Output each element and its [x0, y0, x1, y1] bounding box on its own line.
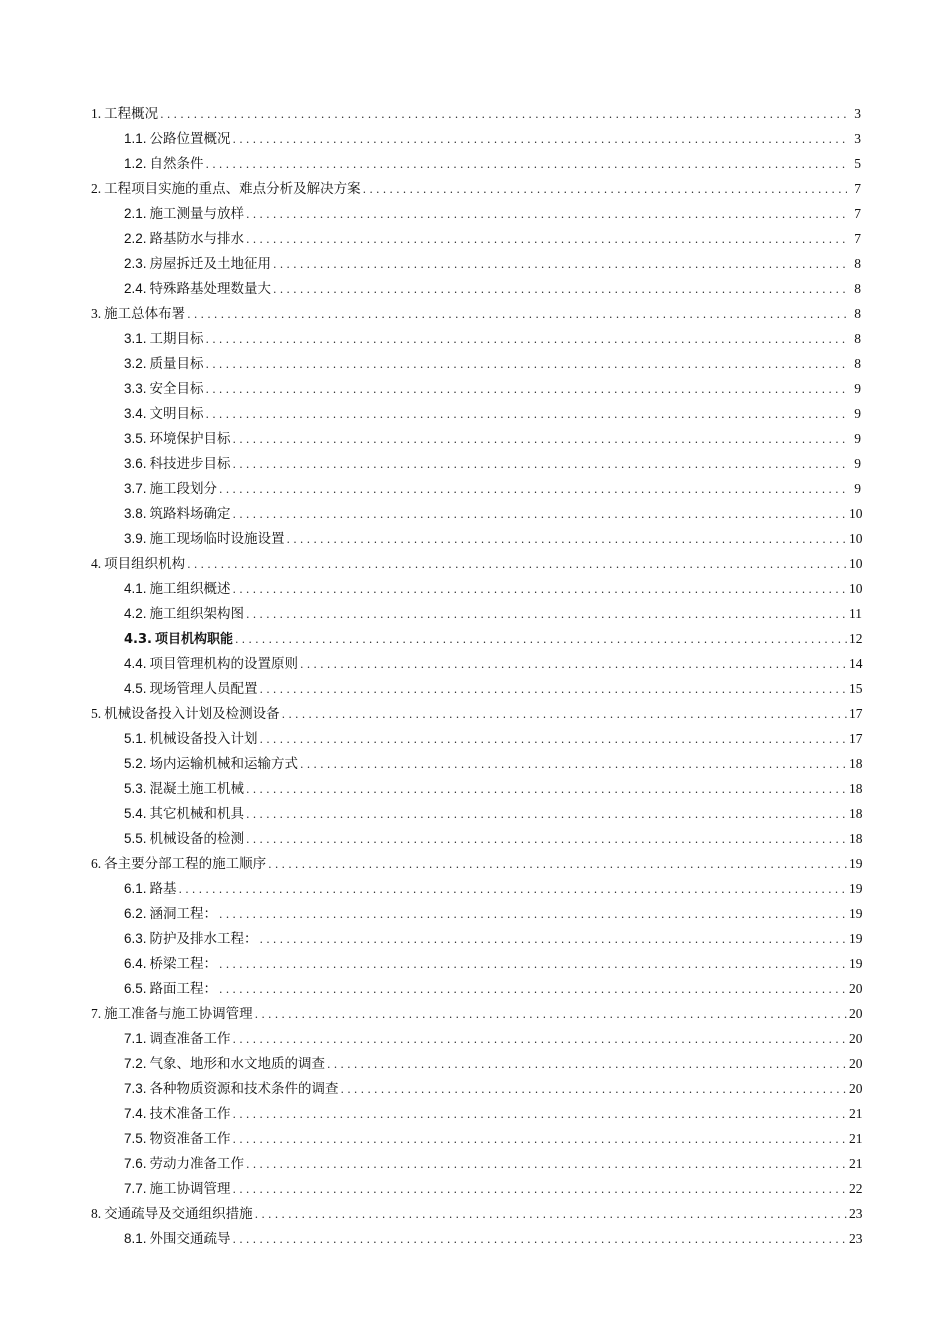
toc-entry-number: 4.1.	[124, 581, 147, 596]
toc-entry-title: 项目组织机构	[104, 556, 186, 572]
toc-entry-title: 桥梁工程：	[149, 956, 218, 972]
toc-entry-number: 7.2.	[124, 1056, 147, 1071]
toc-entry-title: 路基防水与排水	[149, 231, 245, 247]
toc-entry[interactable]	[91, 776, 861, 801]
toc-entry-page-number: 5	[854, 156, 861, 171]
dot-leader	[246, 1152, 847, 1177]
toc-entry-title: 机械设备投入计划及检测设备	[104, 706, 280, 722]
toc-entry[interactable]	[91, 176, 861, 201]
dot-leader	[233, 452, 847, 477]
toc-entry-page-number: 19	[849, 956, 863, 971]
toc-entry-title: 现场管理人员配置	[149, 681, 258, 697]
toc-entry-page-number: 18	[849, 781, 863, 796]
dot-leader	[246, 777, 847, 802]
toc-entry[interactable]	[91, 526, 861, 551]
toc-entry-title: 其它机械和机具	[149, 806, 245, 822]
toc-entry-number: 5.2.	[124, 756, 147, 771]
toc-entry-title: 物资准备工作	[149, 1131, 231, 1147]
dot-leader	[206, 377, 847, 402]
toc-entry[interactable]	[91, 201, 861, 226]
toc-entry-page-number: 14	[849, 656, 863, 671]
toc-entry[interactable]	[91, 101, 861, 126]
dot-leader	[260, 727, 847, 752]
toc-entry-title: 混凝土施工机械	[149, 781, 245, 797]
toc-entry-page-number: 7	[854, 231, 861, 246]
toc-entry[interactable]	[91, 951, 861, 976]
toc-entry[interactable]	[91, 626, 861, 651]
toc-entry-number: 7.4.	[124, 1106, 147, 1121]
dot-leader	[233, 1027, 847, 1052]
dot-leader	[233, 1102, 847, 1127]
toc-entry-number: 4.2.	[124, 606, 147, 621]
toc-entry-number: 3.7.	[124, 481, 147, 496]
toc-entry[interactable]	[91, 301, 861, 326]
toc-entry-page-number: 15	[849, 681, 863, 696]
toc-entry-page-number: 10	[849, 581, 863, 596]
dot-leader	[160, 102, 847, 127]
toc-entry-page-number: 21	[849, 1131, 863, 1146]
toc-entry-number: 3.1.	[124, 331, 147, 346]
toc-entry-page-number: 17	[849, 731, 863, 746]
dot-leader	[187, 302, 847, 327]
toc-entry-number: 2.3.	[124, 256, 147, 271]
toc-entry-number: 1.2.	[124, 156, 147, 171]
toc-entry-page-number: 9	[854, 456, 861, 471]
toc-entry-number: 3.	[91, 306, 102, 321]
toc-entry-number: 6.	[91, 856, 102, 871]
toc-entry-page-number: 10	[849, 556, 863, 571]
toc-entry-page-number: 10	[849, 506, 863, 521]
toc-entry-page-number: 8	[854, 331, 861, 346]
toc-entry[interactable]	[91, 576, 861, 601]
dot-leader	[300, 652, 847, 677]
toc-entry-title: 房屋拆迁及土地征用	[149, 256, 272, 272]
dot-leader	[206, 327, 847, 352]
toc-entry-title: 路面工程：	[149, 981, 218, 997]
dot-leader	[235, 627, 847, 652]
dot-leader	[233, 127, 847, 152]
toc-entry-number: 6.5.	[124, 981, 147, 996]
dot-leader	[282, 702, 847, 727]
toc-entry-page-number: 9	[854, 431, 861, 446]
toc-entry-title: 公路位置概况	[149, 131, 231, 147]
toc-entry-title: 文明目标	[149, 406, 204, 422]
toc-entry-number: 7.6.	[124, 1156, 147, 1171]
toc-entry[interactable]	[91, 976, 861, 1001]
dot-leader	[233, 1177, 847, 1202]
toc-entry-number: 7.	[91, 1006, 102, 1021]
toc-entry-title: 工程项目实施的重点、难点分析及解决方案	[104, 181, 361, 197]
toc-entry-title: 交通疏导及交通组织措施	[104, 1206, 253, 1222]
dot-leader	[219, 477, 847, 502]
toc-entry-title: 路基	[149, 881, 177, 897]
toc-entry-number: 2.1.	[124, 206, 147, 221]
dot-leader	[233, 502, 847, 527]
toc-entry-number: 4.	[91, 556, 102, 571]
dot-leader	[179, 877, 847, 902]
toc-entry-title: 涵洞工程：	[149, 906, 218, 922]
toc-entry[interactable]	[91, 426, 861, 451]
toc-entry-page-number: 7	[854, 181, 861, 196]
toc-entry[interactable]	[91, 901, 861, 926]
toc-entry-number: 4.3.	[124, 632, 152, 647]
toc-entry-page-number: 18	[849, 806, 863, 821]
dot-leader	[246, 827, 847, 852]
toc-entry[interactable]	[91, 1226, 861, 1251]
toc-entry-number: 3.3.	[124, 381, 147, 396]
toc-entry-title: 各主要分部工程的施工顺序	[104, 856, 267, 872]
toc-entry-title: 施工测量与放样	[149, 206, 245, 222]
toc-entry[interactable]	[91, 1076, 861, 1101]
toc-entry-title: 施工组织架构图	[149, 606, 245, 622]
toc-entry-number: 7.1.	[124, 1031, 147, 1046]
toc-entry[interactable]	[91, 826, 861, 851]
toc-entry-number: 4.5.	[124, 681, 147, 696]
toc-entry-title: 施工组织概述	[149, 581, 231, 597]
dot-leader	[260, 927, 847, 952]
dot-leader	[255, 1202, 847, 1227]
toc-entry-number: 5.5.	[124, 831, 147, 846]
toc-entry[interactable]	[91, 476, 861, 501]
toc-entry-number: 3.4.	[124, 406, 147, 421]
toc-entry-page-number: 21	[849, 1156, 863, 1171]
dot-leader	[268, 852, 847, 877]
dot-leader	[246, 227, 847, 252]
toc-entry[interactable]	[91, 876, 861, 901]
toc-entry-page-number: 23	[849, 1206, 863, 1221]
toc-entry-title: 特殊路基处理数量大	[149, 281, 272, 297]
toc-entry-number: 2.4.	[124, 281, 147, 296]
toc-entry[interactable]	[91, 251, 861, 276]
dot-leader	[206, 402, 847, 427]
dot-leader	[287, 527, 847, 552]
toc-entry-number: 3.2.	[124, 356, 147, 371]
toc-entry-page-number: 23	[849, 1231, 863, 1246]
toc-entry-title: 项目管理机构的设置原则	[149, 656, 299, 672]
toc-entry-number: 8.	[91, 1206, 102, 1221]
toc-entry-number: 5.	[91, 706, 102, 721]
table-of-contents	[91, 101, 861, 1251]
toc-entry-title: 施工准备与施工协调管理	[104, 1006, 253, 1022]
toc-entry-page-number: 8	[854, 256, 861, 271]
toc-entry-title: 技术准备工作	[149, 1106, 231, 1122]
toc-entry-number: 2.	[91, 181, 102, 196]
toc-entry[interactable]	[91, 801, 861, 826]
dot-leader	[255, 1002, 847, 1027]
toc-entry[interactable]	[91, 126, 861, 151]
toc-entry-title: 工期目标	[149, 331, 204, 347]
dot-leader	[219, 902, 847, 927]
toc-entry-page-number: 12	[849, 631, 863, 646]
toc-entry[interactable]	[91, 851, 861, 876]
dot-leader	[233, 1227, 847, 1252]
toc-entry-number: 6.1.	[124, 881, 147, 896]
toc-entry-page-number: 19	[849, 906, 863, 921]
toc-entry-page-number: 8	[854, 281, 861, 296]
toc-entry-title: 自然条件	[149, 156, 204, 172]
toc-entry[interactable]	[91, 551, 861, 576]
toc-entry-page-number: 3	[854, 106, 861, 121]
toc-entry[interactable]	[91, 726, 861, 751]
toc-entry[interactable]	[91, 451, 861, 476]
toc-entry-number: 5.1.	[124, 731, 147, 746]
dot-leader	[206, 152, 847, 177]
toc-entry-number: 3.5.	[124, 431, 147, 446]
toc-entry-title: 机械设备的检测	[149, 831, 245, 847]
toc-entry-page-number: 20	[849, 1081, 863, 1096]
dot-leader	[273, 252, 847, 277]
toc-entry[interactable]	[91, 1176, 861, 1201]
toc-entry-title: 防护及排水工程：	[149, 931, 258, 947]
toc-entry[interactable]	[91, 1051, 861, 1076]
toc-entry[interactable]	[91, 376, 861, 401]
toc-entry-number: 1.1.	[124, 131, 147, 146]
toc-entry-title: 科技进步目标	[149, 456, 231, 472]
toc-entry[interactable]	[91, 601, 861, 626]
toc-entry-page-number: 18	[849, 756, 863, 771]
toc-entry-title: 施工总体布署	[104, 306, 186, 322]
toc-entry-page-number: 20	[849, 981, 863, 996]
toc-entry[interactable]	[91, 501, 861, 526]
toc-entry-title: 环境保护目标	[149, 431, 231, 447]
dot-leader	[219, 952, 847, 977]
toc-entry-title: 各种物质资源和技术条件的调查	[149, 1081, 339, 1097]
toc-entry-number: 7.7.	[124, 1181, 147, 1196]
toc-entry[interactable]	[91, 1001, 861, 1026]
toc-entry[interactable]	[91, 326, 861, 351]
toc-entry[interactable]	[91, 1126, 861, 1151]
toc-entry[interactable]	[91, 701, 861, 726]
toc-entry-title: 气象、地形和水文地质的调查	[149, 1056, 326, 1072]
toc-entry-number: 6.3.	[124, 931, 147, 946]
dot-leader	[219, 977, 847, 1002]
toc-entry-page-number: 8	[854, 306, 861, 321]
toc-entry-title: 工程概况	[104, 106, 159, 122]
dot-leader	[246, 202, 847, 227]
toc-entry-number: 6.4.	[124, 956, 147, 971]
dot-leader	[273, 277, 847, 302]
toc-entry[interactable]	[91, 226, 861, 251]
toc-entry-number: 1.	[91, 106, 102, 121]
dot-leader	[246, 602, 847, 627]
toc-entry-page-number: 19	[849, 931, 863, 946]
toc-entry-page-number: 9	[854, 406, 861, 421]
toc-entry-page-number: 8	[854, 356, 861, 371]
toc-entry-page-number: 10	[849, 531, 863, 546]
toc-entry-title: 劳动力准备工作	[149, 1156, 245, 1172]
toc-entry-page-number: 20	[849, 1006, 863, 1021]
toc-entry[interactable]	[91, 351, 861, 376]
toc-entry[interactable]	[91, 1151, 861, 1176]
toc-entry-page-number: 21	[849, 1106, 863, 1121]
toc-entry-page-number: 9	[854, 381, 861, 396]
toc-entry-number: 7.5.	[124, 1131, 147, 1146]
dot-leader	[233, 427, 847, 452]
toc-entry-page-number: 20	[849, 1031, 863, 1046]
toc-entry-number: 3.9.	[124, 531, 147, 546]
toc-entry-number: 6.2.	[124, 906, 147, 921]
toc-entry-number: 3.6.	[124, 456, 147, 471]
toc-entry-title: 安全目标	[149, 381, 204, 397]
toc-entry[interactable]	[91, 1026, 861, 1051]
toc-entry-page-number: 9	[854, 481, 861, 496]
dot-leader	[233, 577, 847, 602]
toc-entry-number: 4.4.	[124, 656, 147, 671]
dot-leader	[300, 752, 847, 777]
dot-leader	[246, 802, 847, 827]
toc-entry-title: 场内运输机械和运输方式	[149, 756, 299, 772]
toc-entry[interactable]	[91, 651, 861, 676]
toc-entry-title: 施工协调管理	[149, 1181, 231, 1197]
toc-entry-title: 调查准备工作	[149, 1031, 231, 1047]
dot-leader	[363, 177, 847, 202]
toc-entry[interactable]	[91, 751, 861, 776]
dot-leader	[341, 1077, 847, 1102]
toc-entry-page-number: 19	[849, 881, 863, 896]
toc-entry-title: 机械设备投入计划	[149, 731, 258, 747]
toc-entry[interactable]	[91, 926, 861, 951]
toc-entry[interactable]	[91, 1201, 861, 1226]
toc-entry-number: 5.3.	[124, 781, 147, 796]
toc-entry[interactable]	[91, 276, 861, 301]
toc-entry-page-number: 20	[849, 1056, 863, 1071]
toc-entry-page-number: 11	[849, 606, 862, 621]
dot-leader	[327, 1052, 847, 1077]
toc-entry-number: 8.1.	[124, 1231, 147, 1246]
toc-entry-title: 质量目标	[149, 356, 204, 372]
toc-entry-page-number: 22	[849, 1181, 863, 1196]
toc-entry-page-number: 3	[854, 131, 861, 146]
toc-entry[interactable]	[91, 401, 861, 426]
dot-leader	[206, 352, 847, 377]
toc-entry-title: 项目机构职能	[154, 632, 233, 647]
toc-entry-number: 7.3.	[124, 1081, 147, 1096]
toc-entry-title: 外围交通疏导	[149, 1231, 231, 1247]
toc-entry[interactable]	[91, 1101, 861, 1126]
toc-entry-number: 5.4.	[124, 806, 147, 821]
toc-entry-page-number: 17	[849, 706, 863, 721]
toc-entry-page-number: 19	[849, 856, 863, 871]
toc-entry-number: 2.2.	[124, 231, 147, 246]
toc-entry-page-number: 7	[854, 206, 861, 221]
dot-leader	[233, 1127, 847, 1152]
toc-entry[interactable]	[91, 151, 861, 176]
toc-entry-page-number: 18	[849, 831, 863, 846]
toc-entry[interactable]	[91, 676, 861, 701]
dot-leader	[187, 552, 847, 577]
dot-leader	[260, 677, 847, 702]
toc-entry-title: 筑路料场确定	[149, 506, 231, 522]
toc-entry-title: 施工段划分	[149, 481, 218, 497]
toc-entry-number: 3.8.	[124, 506, 147, 521]
toc-entry-title: 施工现场临时设施设置	[149, 531, 285, 547]
